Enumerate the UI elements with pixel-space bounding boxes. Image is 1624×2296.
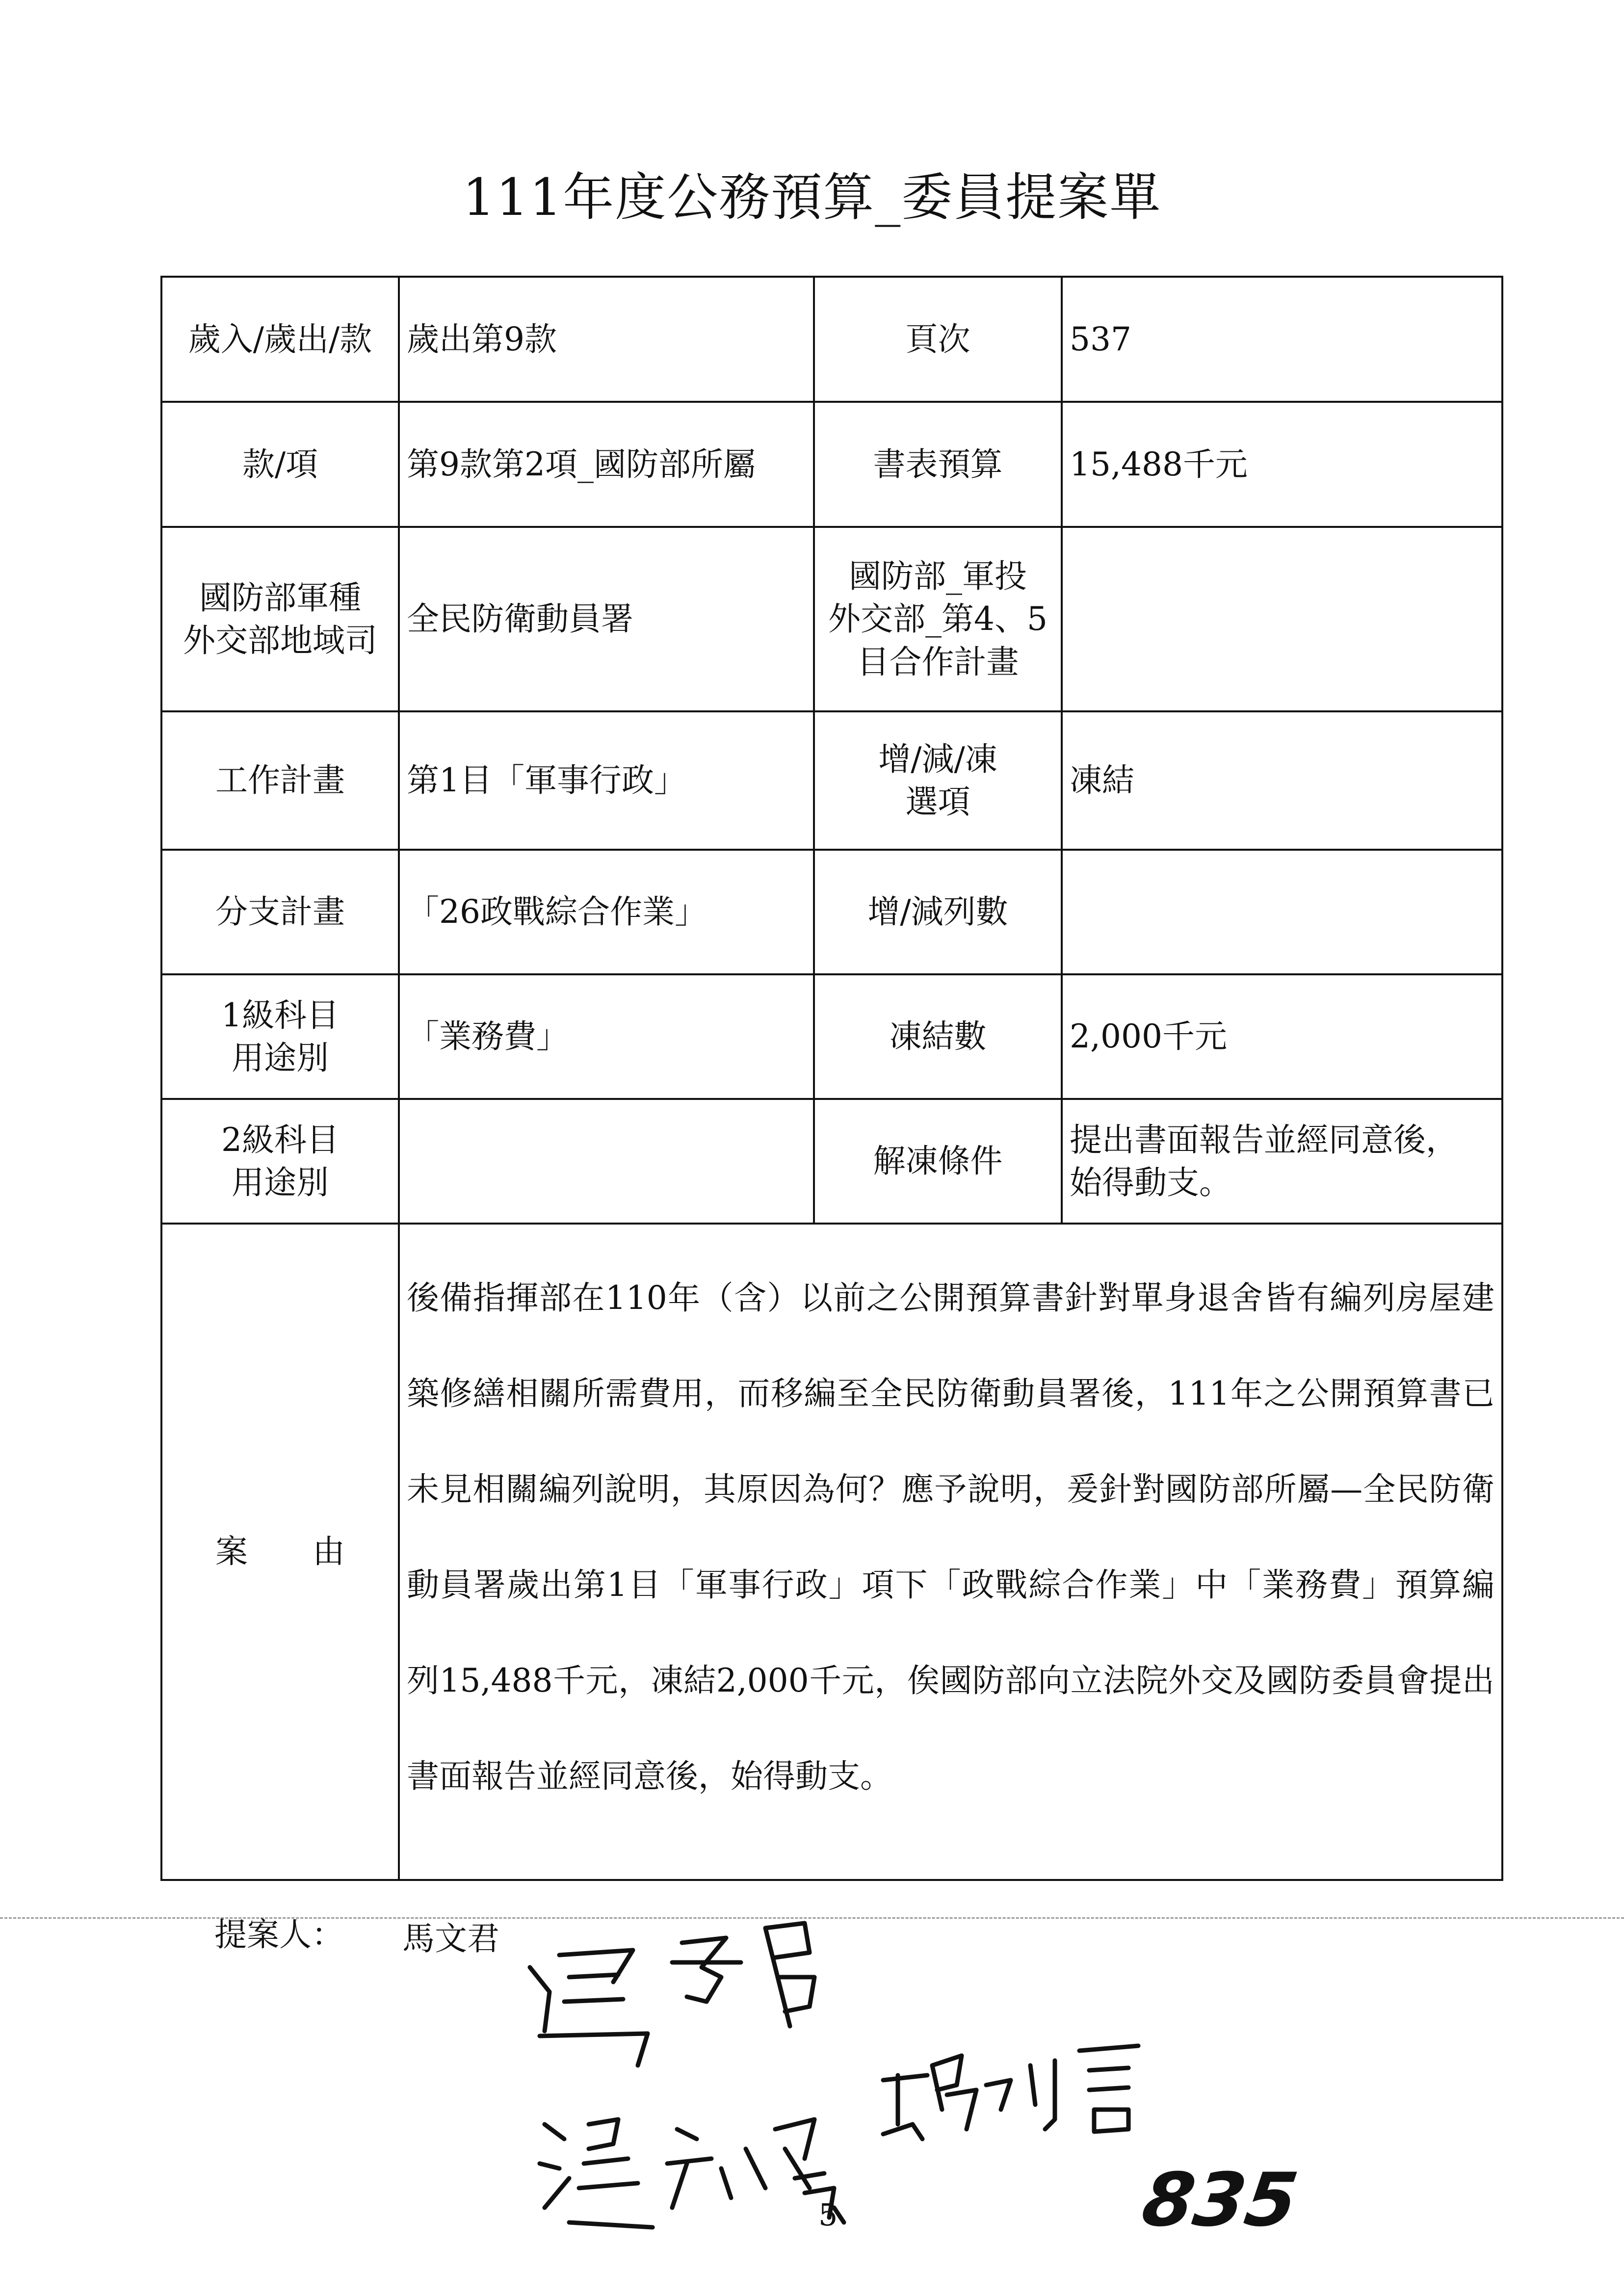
value-cell: 提出書面報告並經同意後， 始得動支。 — [1062, 1099, 1502, 1224]
label-cell: 國防部_軍投 外交部_第4、5 目合作計畫 — [814, 527, 1062, 711]
proposer-name: 馬文君 — [402, 1920, 499, 1957]
label-cell: 國防部軍種 外交部地域司 — [161, 527, 399, 711]
label-cell: 增/減/凍 選項 — [814, 711, 1062, 850]
label-cell: 2級科目 用途別 — [161, 1099, 399, 1224]
label-cell: 頁次 — [814, 277, 1062, 402]
page-title: 111年度公務預算_委員提案單 — [462, 167, 1162, 227]
reason-label: 案 由 — [161, 1224, 399, 1880]
label-cell: 分支計畫 — [161, 850, 399, 974]
value-cell: 第9款第2項_國防部所屬 — [399, 402, 814, 527]
label-cell: 解凍條件 — [814, 1099, 1062, 1224]
value-cell: 凍結 — [1062, 711, 1502, 850]
value-cell: 2,000千元 — [1062, 974, 1502, 1099]
label-cell: 工作計畫 — [161, 711, 399, 850]
stamp-number: 835 — [1137, 2158, 1303, 2243]
value-cell: 「業務費」 — [399, 974, 814, 1099]
label-cell: 凍結數 — [814, 974, 1062, 1099]
label-cell: 1級科目 用途別 — [161, 974, 399, 1099]
label-cell: 款/項 — [161, 402, 399, 527]
label-cell: 歲入/歲出/款 — [161, 277, 399, 402]
reason-text: 後備指揮部在110年（含）以前之公開預算書針對單身退舍皆有編列房屋建築修繕相關所需費用，而移編至全民防衛動員署後，111年之公開預算書已未見相關編列說明，其原因為何？應予說明，爰針對國防部所屬—全民防衛動員署歲出第1目「軍事行政」項下「政戰綜合作業」中「業務費」預算編列15,488千元，凍結2,000千元，俟國防部向立法院外交及國防委員會提出書面報告並經同意後，始得動支。 — [407, 1279, 1494, 1795]
proposer-label: 提案人： — [214, 1916, 344, 1954]
page-number: 5 — [818, 2197, 838, 2233]
value-cell: 15,488千元 — [1062, 402, 1502, 527]
value-cell: 「26政戰綜合作業」 — [399, 850, 814, 974]
value-cell: 537 — [1062, 277, 1502, 402]
value-cell: 全民防衛動員署 — [399, 527, 814, 711]
value-cell: 第1目「軍事行政」 — [399, 711, 814, 850]
label-cell: 書表預算 — [814, 402, 1062, 527]
value-cell: 歲出第9款 — [399, 277, 814, 402]
label-cell: 增/減列數 — [814, 850, 1062, 974]
